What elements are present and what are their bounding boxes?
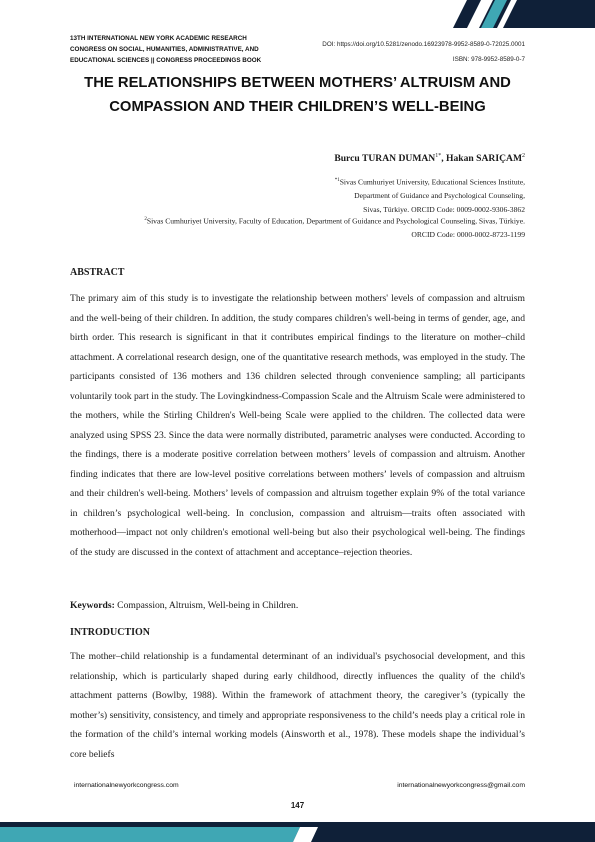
- keywords-text: Compassion, Altruism, Well-being in Children.: [114, 600, 299, 611]
- affiliation-superscript: 2: [144, 217, 147, 222]
- affiliation-line: Sivas, Türkiye. ORCID Code: 0009-0002-9306-3862: [363, 204, 525, 214]
- abstract-text: The primary aim of this study is to investigate the relationship between mothers' levels of compassion and altruism and the well-being of their children. In addition, the study compares children's well-being in terms of gender, age, and birth order. This research is significant in that it contributes empirical findings to the literature on mother–child attachment. A correlational research design, one of the quantitative research methods, was employed in the study. The participants consisted of 136 mothers and 136 children selected through convenience sampling; all participants voluntarily took part in the study. The Lovingkindness-Compassion Scale and the Altruism Scale were administered to the mothers, while the Stirling Children's Well-being Scale were applied to the children. The collected data were analyzed using SPSS 23. Since the data were normally distributed, parametric analyses were conducted. According to the findings, there is a moderate positive correlation between mothers’ levels of compassion and altruism. Another finding indicates that there are low-level positive correlations between mothers’ levels of compassion and altruism and their children's well-being. Mothers’ levels of compassion and altruism together explain 9% of the total variance in children’s psychological well-being. In conclusion, compassion and altruism—traits often associated with motherhood—impact not only children's emotional well-being but also their psychological well-being. The findings of the study are discussed in the context of attachment and acceptance–rejection theories.: [70, 293, 525, 558]
- author-superscript: 2: [522, 153, 525, 159]
- keywords: [70, 600, 298, 611]
- header-stripe-decoration: [445, 0, 595, 28]
- author-name: Burcu TURAN DUMAN: [334, 153, 436, 165]
- footer-email-link[interactable]: internationalnewyorkcongress@gmail.com: [397, 782, 525, 789]
- footer-stripe-decoration: [0, 822, 595, 842]
- affiliation-superscript: *1: [334, 178, 340, 183]
- introduction-heading: INTRODUCTION: [70, 627, 151, 638]
- affiliation-line: ORCID Code: 0000-0002-8723-1199: [411, 230, 525, 240]
- paper-title: [60, 71, 535, 119]
- publication-info: [295, 37, 525, 67]
- keywords-label: Keywords:: [70, 600, 115, 611]
- author-separator: ,: [441, 153, 447, 165]
- footer-website-link[interactable]: internationalnewyorkcongress.com: [74, 782, 179, 789]
- affiliation-line: $^2$Sivas Cumhuriyet University, Faculty of Education, Department of Guidance and Psychological Counseling, Sivas, Türkiye.: [144, 216, 525, 226]
- introduction-text: The mother–child relationship is a fundamental determinant of an individual's psychosocial development, and this relationship, which is particularly shaped during early childhood, directly influences the quality of the child's attachment patterns (Bowlby, 1988). Within the framework of attachment theory, the caregiver’s (typically the mother’s) sensitivity, consistency, and timely and appropriate responsiveness to the child’s needs play a critical role in the formation of the child’s internal working models (Ainsworth et al., 1978). These models shape the individual’s core beliefs: [70, 651, 525, 760]
- conference-line: CONGRESS ON SOCIAL, HUMANITIES, ADMINISTRATIVE, AND: [70, 46, 259, 53]
- abstract-heading: ABSTRACT: [70, 267, 125, 278]
- affiliation-1: [55, 174, 525, 216]
- page-number: 147: [290, 801, 305, 810]
- conference-line: EDUCATIONAL SCIENCES || CONGRESS PROCEEDINGS BOOK: [70, 57, 262, 64]
- author-name: Hakan SARIÇAM: [446, 153, 522, 165]
- affiliation-line: Department of Guidance and Psychological Counseling,: [354, 191, 525, 201]
- affiliation-line: $^{*1}$Sivas Cumhuriyet University, Educational Sciences Institute,: [334, 177, 525, 187]
- conference-name: [70, 33, 320, 66]
- doi-link[interactable]: DOI: https://doi.org/10.5281/zenodo.16923978-9952-8589-0-72025.0001: [322, 41, 525, 48]
- affiliation-2: [55, 213, 525, 242]
- conference-line: 13TH INTERNATIONAL NEW YORK ACADEMIC RESEARCH: [70, 35, 247, 42]
- title-line: COMPASSION AND THEIR CHILDREN’S WELL-BEING: [109, 99, 486, 115]
- title-line: THE RELATIONSHIPS BETWEEN MOTHERS’ ALTRUISM AND: [84, 75, 511, 91]
- isbn: ISBN: 978-9952-8589-0-7: [452, 56, 525, 63]
- author-list: [334, 153, 525, 164]
- author-superscript: 1*: [435, 153, 442, 159]
